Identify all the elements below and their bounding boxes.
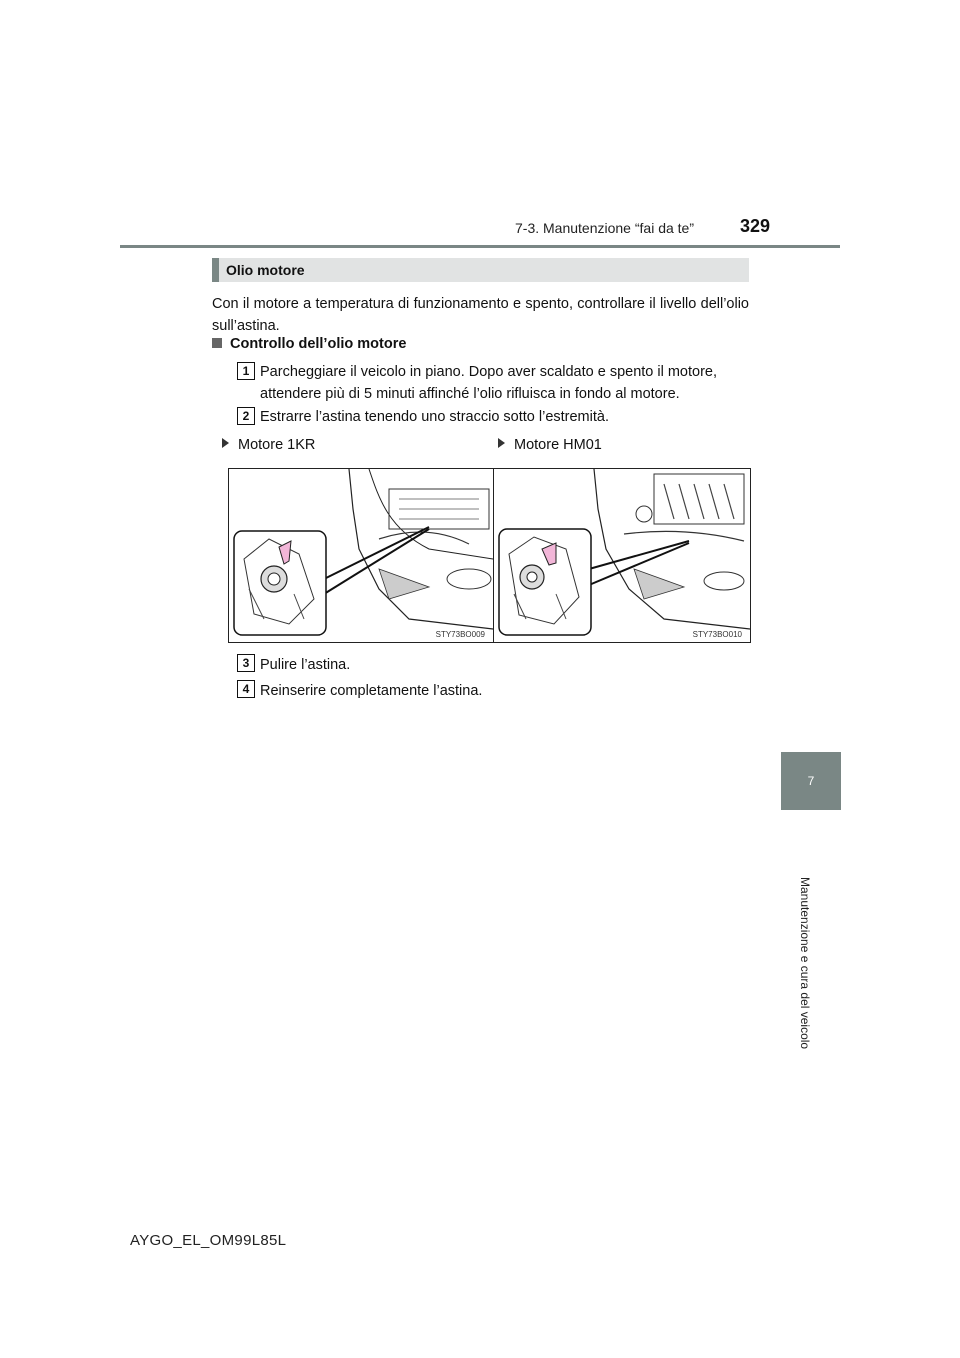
chapter-tab: 7 <box>781 752 841 810</box>
figure-code-2: STY73BO010 <box>692 630 742 639</box>
engine-figure-hm01 <box>493 468 751 643</box>
document-code: AYGO_EL_OM99L85L <box>130 1232 287 1249</box>
chapter-side-label: Manutenzione e cura del veicolo <box>798 877 812 1050</box>
engine-figure-1kr <box>228 468 494 643</box>
square-bullet-icon <box>212 338 222 348</box>
section-title: Olio motore <box>226 262 305 278</box>
step-text-3: Pulire l’astina. <box>260 657 351 673</box>
section-intro: Con il motore a temperatura di funzionamento e spento, controllare il livello dell’olio sull’astina. <box>212 296 749 334</box>
subsection-title: Controllo dell’olio motore <box>230 336 407 352</box>
engine-bay-illustration <box>494 469 750 642</box>
triangle-bullet-icon <box>498 438 505 448</box>
section-title-bar <box>212 258 749 282</box>
engine-label-1kr: Motore 1KR <box>222 437 315 453</box>
step-text-4: Reinserire completamente l’astina. <box>260 683 483 699</box>
triangle-bullet-icon <box>222 438 229 448</box>
header-section-title: 7-3. Manutenzione “fai da te” <box>515 220 694 236</box>
step-number-1: 1 <box>237 362 255 380</box>
step-text-1: Parcheggiare il veicolo in piano. Dopo aver scaldato e spento il motore, attendere più di 5 minuti affinché l’olio rifluisca in fondo al motore. <box>260 364 718 402</box>
step-number-2: 2 <box>237 407 255 425</box>
step-number-3: 3 <box>237 654 255 672</box>
engine-bay-illustration <box>229 469 493 642</box>
subsection-heading <box>212 336 406 352</box>
figure-code-1: STY73BO009 <box>435 630 485 639</box>
page-number: 329 <box>740 216 771 236</box>
section-accent <box>212 258 219 282</box>
engine-label-hm01: Motore HM01 <box>498 437 602 453</box>
step-number-4: 4 <box>237 680 255 698</box>
step-text-2: Estrarre l’astina tenendo uno straccio sotto l’estremità. <box>260 409 609 425</box>
header-divider <box>120 245 840 248</box>
